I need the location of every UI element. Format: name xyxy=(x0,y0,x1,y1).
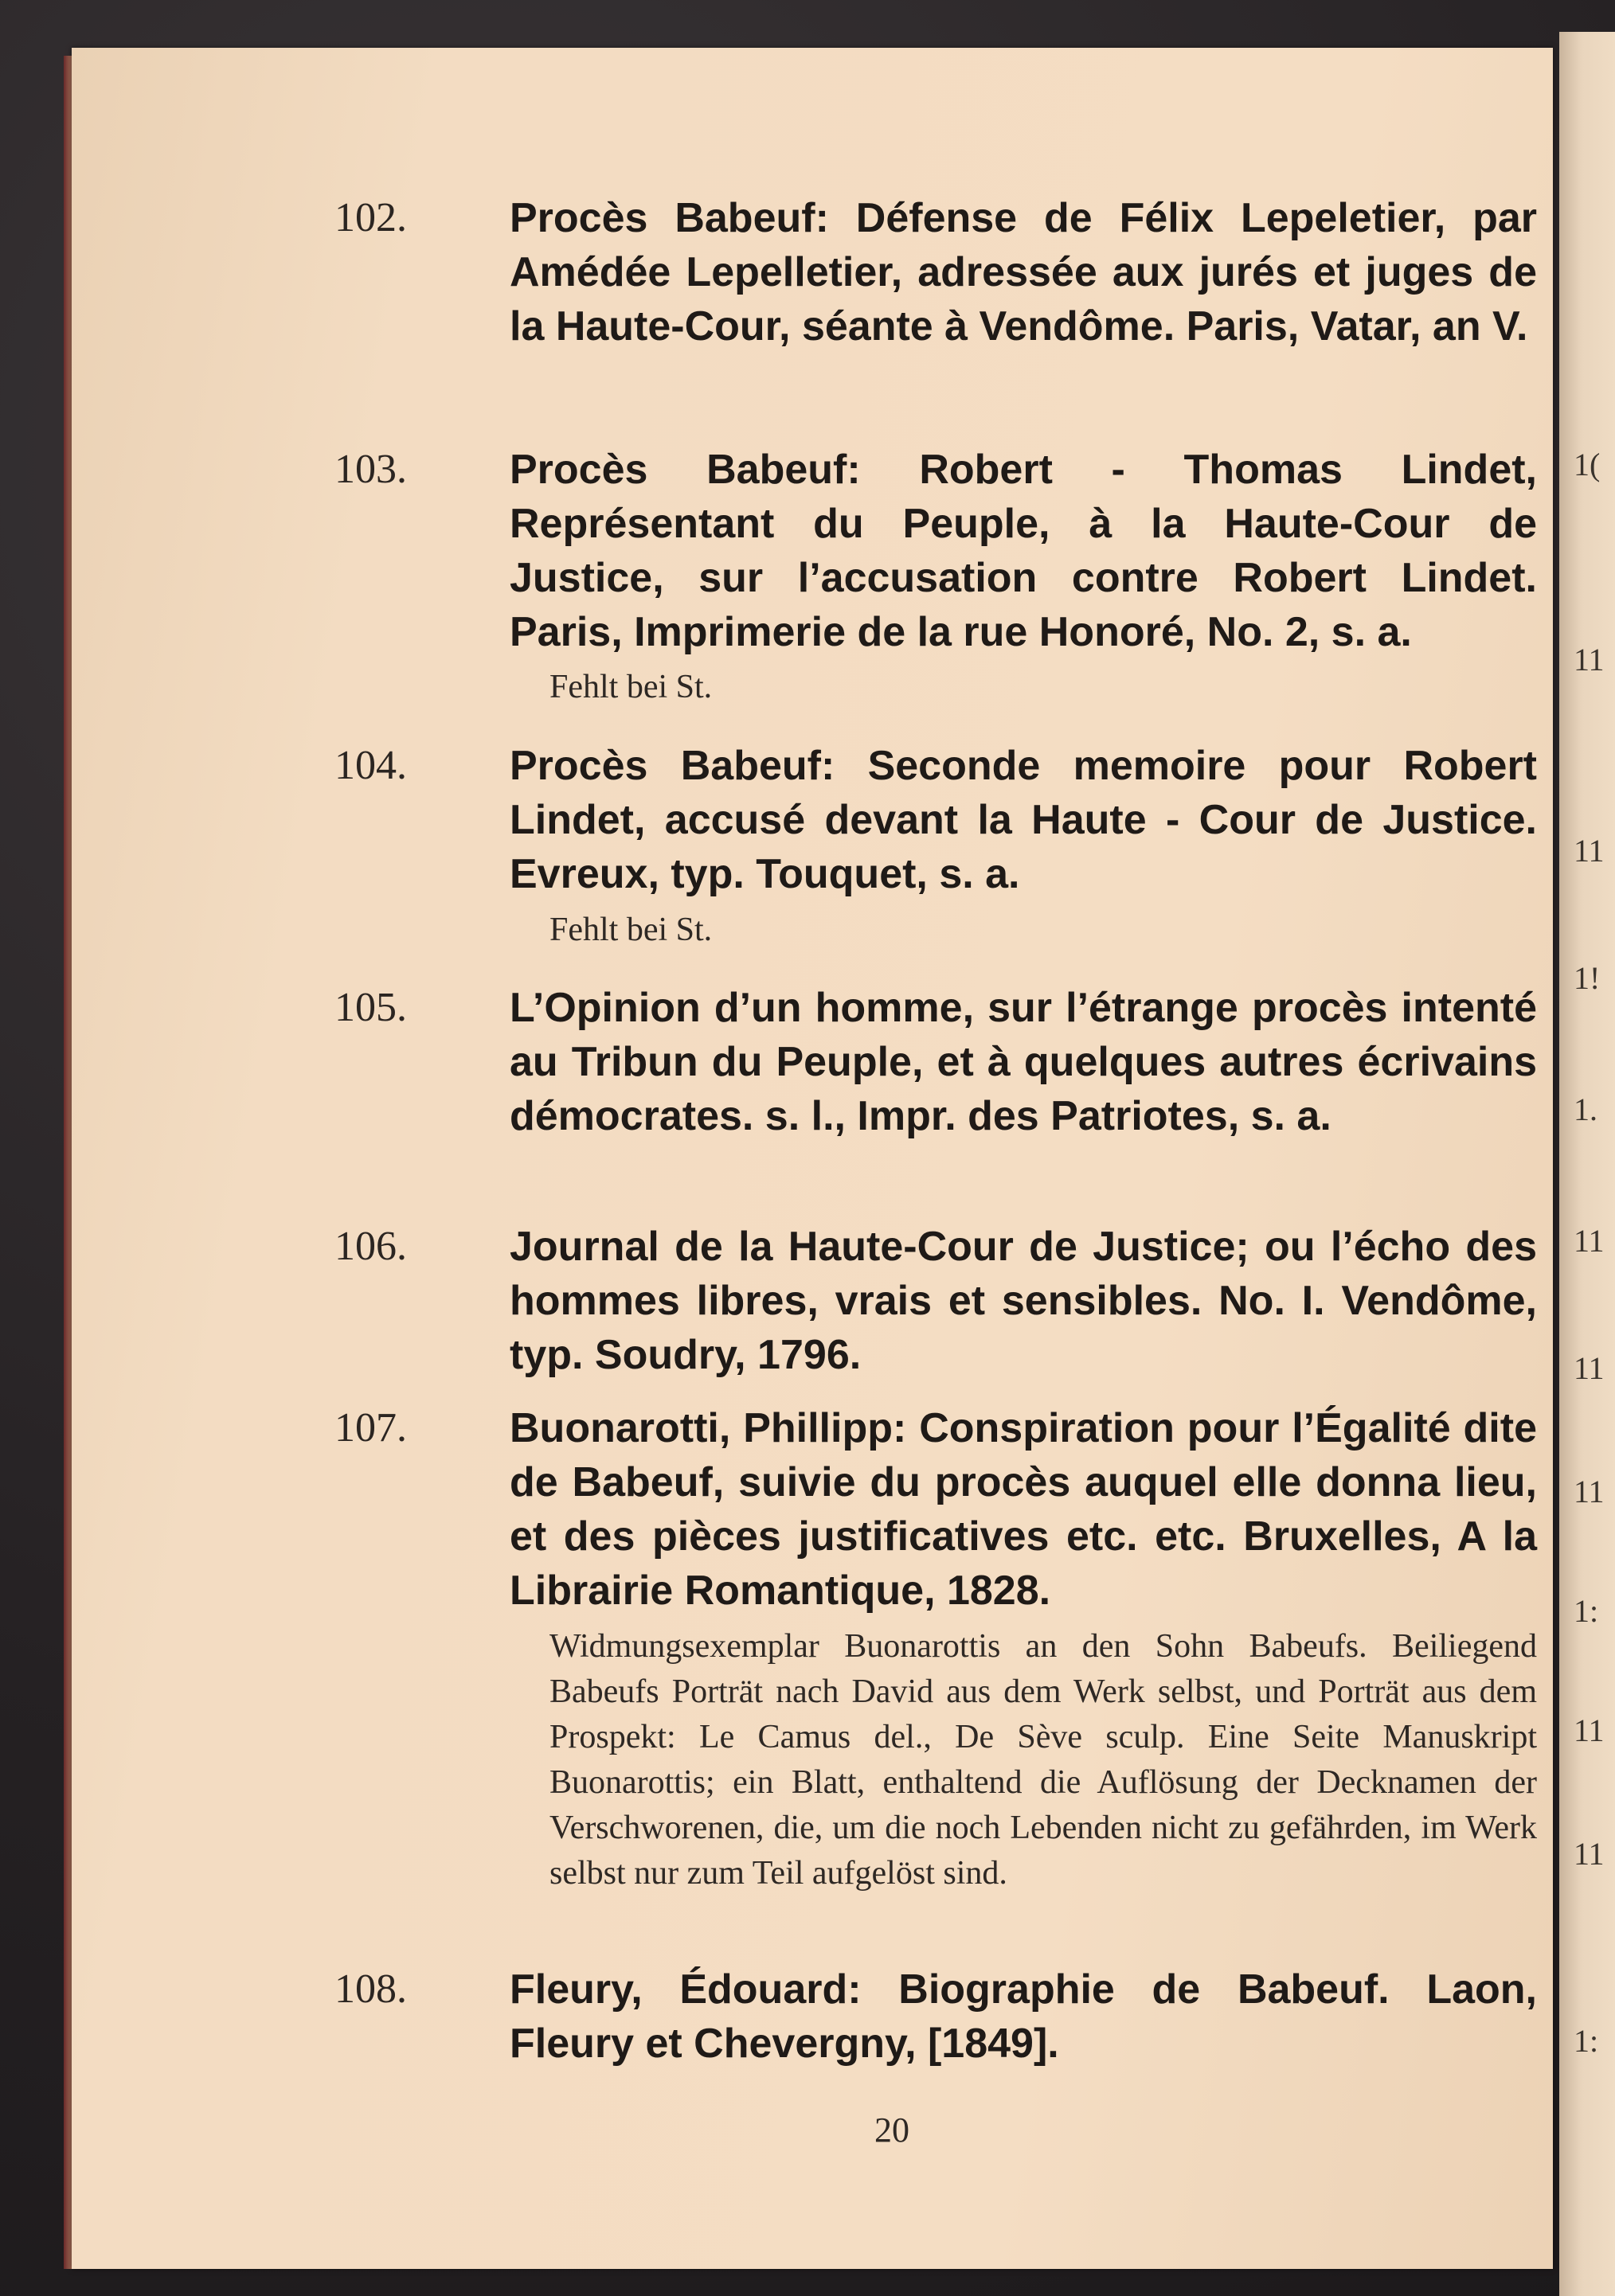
entry-title: Procès Babeuf: Seconde memoire pour Robert Lindet, accusé devant la Haute - Cour de Justice. Evreux, typ. Touquet, s. a. xyxy=(510,743,1537,897)
page-number: 20 xyxy=(874,2111,909,2150)
adjacent-page-edge xyxy=(1559,32,1615,2296)
adjacent-page-fragment: 11 xyxy=(1574,642,1605,677)
entry-number: 107. xyxy=(334,1405,407,1451)
entry-title: Journal de la Haute-Cour de Justice; ou l’écho des hommes libres, vrais et sensibles. No. I. Vendôme, typ. Soudry, 1796. xyxy=(510,1224,1537,1378)
adjacent-page-fragment: 1( xyxy=(1574,447,1601,482)
entry-note: Widmungsexemplar Buonarottis an den Sohn Babeufs. Beiliegend Babeufs Porträt nach David aus dem Werk selbst, und Porträt aus dem Prospekt: Le Camus del., De Sève sculp. Eine Seite Manuskript Buonarottis; ein Blatt, enthaltend die Auflösung der Decknamen der Verschworenen, die, um die noch Lebenden nicht zu gefährden, im Werk selbst nur zum Teil aufgelöst sind. xyxy=(549,1628,1537,1892)
adjacent-page-fragment: 11 xyxy=(1574,1223,1605,1259)
entry-title: Fleury, Édouard: Biographie de Babeuf. Laon, Fleury et Chevergny, [1849]. xyxy=(510,1966,1537,2067)
adjacent-page-fragment: 1: xyxy=(1574,1593,1599,1629)
entry-number: 108. xyxy=(334,1966,407,2012)
adjacent-page-fragment: 1! xyxy=(1574,960,1601,996)
entry-title: Procès Babeuf: Robert - Thomas Lindet, Représentant du Peuple, à la Haute-Cour de Justice, sur l’accusation contre Robert Lindet. Paris, Imprimerie de la rue Honoré, No. 2, s. a. xyxy=(510,447,1537,655)
entry-number: 103. xyxy=(334,447,407,492)
adjacent-page-fragment: 11 xyxy=(1574,1474,1605,1509)
entry-number: 106. xyxy=(334,1224,407,1269)
adjacent-page-fragment: 1. xyxy=(1574,1091,1597,1127)
entry-title: Buonarotti, Phillipp: Conspiration pour l’Égalité dite de Babeuf, suivie du procès auquel elle donna lieu, et des pièces justificatives etc. etc. Bruxelles, A la Librairie Romantique, 1828. xyxy=(510,1405,1537,1614)
entry-title: L’Opinion d’un homme, sur l’étrange procès intenté au Tribun du Peuple, et à quelques autres écrivains démocrates. s. l., Impr. des Patriotes, s. a. xyxy=(510,985,1537,1139)
entry-number: 102. xyxy=(334,195,407,240)
entry-note: Fehlt bei St. xyxy=(549,912,713,948)
entry-note: Fehlt bei St. xyxy=(549,669,713,705)
adjacent-page-fragment: 11 xyxy=(1574,1350,1605,1386)
adjacent-page-fragment: 11 xyxy=(1574,1712,1605,1748)
book-page xyxy=(72,48,1553,2269)
entry-number: 105. xyxy=(334,985,407,1030)
adjacent-page-fragment: 11 xyxy=(1574,833,1605,869)
adjacent-page-fragment: 1: xyxy=(1574,2023,1599,2059)
entry-title: Procès Babeuf: Défense de Félix Lepeletier, par Amédée Lepelletier, adressée aux jurés et juges de la Haute-Cour, séante à Vendôme. Paris, Vatar, an V. xyxy=(510,195,1537,349)
entry-number: 104. xyxy=(334,743,407,788)
adjacent-page-fragment: 11 xyxy=(1574,1836,1605,1872)
